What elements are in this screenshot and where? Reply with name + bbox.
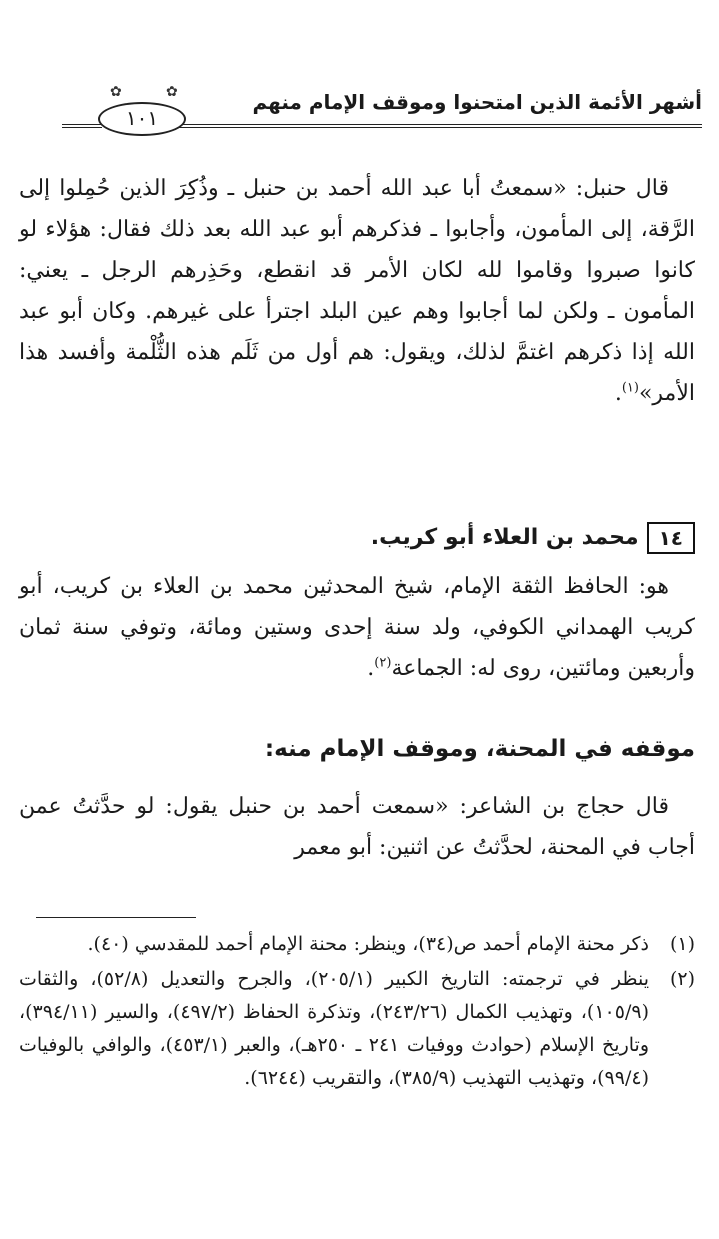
footnote xyxy=(19,963,695,1095)
page-header xyxy=(62,84,702,138)
footnote-number: (٢) xyxy=(669,968,695,990)
footnote-number: (١) xyxy=(669,933,695,955)
footnote xyxy=(19,928,695,961)
footnote-ref: (٢) xyxy=(374,655,392,671)
ornament-icon: ✿ xyxy=(166,84,178,100)
section-heading xyxy=(19,522,695,554)
header-rule-left xyxy=(62,124,102,128)
header-rule xyxy=(172,124,702,128)
section-number: ١٤ xyxy=(647,522,695,554)
paragraph-hanbal: قال حنبل: «سمعتُ أبا عبد الله أحمد بن حنبل ـ وذُكِرَ الذين حُمِلوا إلى الرَّقة، إلى المأمون، وأجابوا ـ فذكرهم أبو عبد الله بعد ذلك فقال: هؤلاء لو كانوا صبروا وقاموا لله لكان الأمر قد انقطع، وحَذِرهم الرجل ـ يعني: المأمون ـ ولكن لما أجابوا وهم عين البلد اجترأ على غيرهم. وكان أبو عبد الله إذا ذكرهم اغتمَّ لذلك، ويقول: هم أول من ثَلَم هذه الثُّلْمة وأفسد هذا الأمر»$^{(١)}$. xyxy=(19,176,695,406)
footnote-ref: (١) xyxy=(621,380,639,396)
footnote-text: ينظر في ترجمته: التاريخ الكبير (٢٠٥/١)، والجرح والتعديل (٥٢/٨)، والثقات (١٠٥/٩)، وتهذيب الكمال (٢٤٣/٢٦)، وتذكرة الحفاظ (٤٩٧/٢)، والسير (٣٩٤/١١)، وتاريخ الإسلام (حوادث ووفيات ٢٤١ ـ ٢٥٠هـ)، والعبر (٤٥٣/١)، والوافي بالوفيات (٩٩/٤)، وتهذيب التهذيب (٣٨٥/٩)، والتقريب (٦٢٤٤). xyxy=(19,968,650,1089)
ornament-icon: ✿ xyxy=(110,84,122,100)
paragraph-hajjaj xyxy=(19,786,695,868)
page-number: ١٠١ xyxy=(98,102,186,136)
footnote-text: ذكر محنة الإمام أحمد ص(٣٤)، وينظر: محنة الإمام أحمد للمقدسي (٤٠). xyxy=(87,933,649,955)
paragraph-bio: هو: الحافظ الثقة الإمام، شيخ المحدثين محمد بن العلاء بن كريب، أبو كريب الهمداني الكوفي، ولد سنة إحدى وستين ومائة، وتوفي سنة ثمان وأربعين ومائتين، روى له: الجماعة$^{(٢)}$. xyxy=(19,574,695,681)
paragraph-text: قال حجاج بن الشاعر: «سمعت أحمد بن حنبل يقول: لو حدَّثتُ عمن أجاب في المحنة، لحدَّثتُ عن اثنين: أبو معمر xyxy=(19,794,695,860)
paragraph-text: هو: الحافظ الثقة الإمام، شيخ المحدثين محمد بن العلاء بن كريب، أبو كريب الهمداني الكوفي، ولد سنة إحدى وستين ومائة، وتوفي سنة ثمان وأربعين ومائتين، روى له: الجماعة xyxy=(19,574,695,681)
footnote-rule xyxy=(36,917,196,918)
section-title: محمد بن العلاء أبو كريب. xyxy=(370,525,639,550)
subheading: موقفه في المحنة، وموقف الإمام منه: xyxy=(264,736,695,762)
paragraph-text: قال حنبل: «سمعتُ أبا عبد الله أحمد بن حنبل ـ وذُكِرَ الذين حُمِلوا إلى الرَّقة، إلى المأمون، وأجابوا ـ فذكرهم أبو عبد الله بعد ذلك فقال: هؤلاء لو كانوا صبروا وقاموا لله لكان الأمر قد انقطع، وحَذِرهم الرجل ـ يعني: المأمون ـ ولكن لما أجابوا وهم عين البلد اجترأ على غيرهم. وكان أبو عبد الله إذا ذكرهم اغتمَّ لذلك، ويقول: هم أول من ثَلَم هذه الثُّلْمة وأفسد هذا الأمر» xyxy=(19,176,695,406)
running-title: أشهر الأئمة الذين امتحنوا وموقف الإمام منهم xyxy=(252,90,702,114)
footnotes xyxy=(19,928,695,1097)
